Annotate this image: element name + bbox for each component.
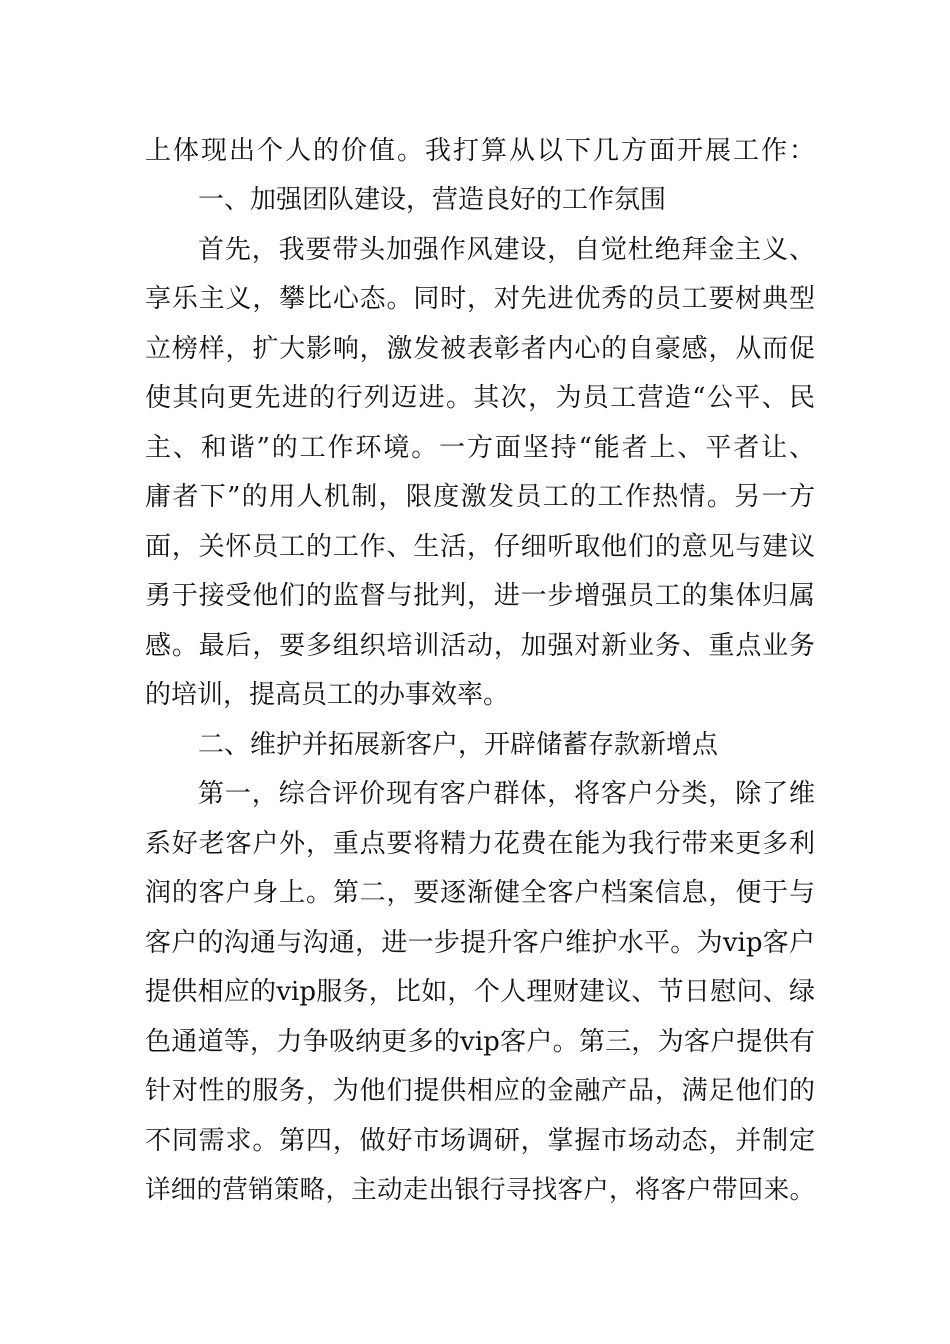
paragraph-line: 勇于接受他们的监督与批判，进一步增强员工的集体归属 [145, 581, 815, 611]
paragraph-line: 面，关怀员工的工作、生活，仔细听取他们的意见与建议 [145, 532, 815, 562]
paragraph-line: 立榜样，扩大影响，激发被表彰者内心的自豪感，从而促 [145, 334, 815, 364]
paragraph-line: 使其向更先进的行列迈进。其次，为员工营造“公平、民 [145, 383, 815, 413]
section-heading-2: 二、维护并拓展新客户，开辟储蓄存款新增点 [198, 730, 719, 760]
paragraph-line: 不同需求。第四，做好市场调研，掌握市场动态，并制定 [145, 1126, 815, 1156]
paragraph-line: 提供相应的vip服务，比如，个人理财建议、节日慰问、绿 [145, 977, 815, 1007]
paragraph-line: 色通道等，力争吸纳更多的vip客户。第三，为客户提供有 [145, 1027, 815, 1057]
body-text-line: 上体现出个人的价值。我打算从以下几方面开展工作： [145, 136, 815, 166]
paragraph-line: 感。最后，要多组织培训活动，加强对新业务、重点业务 [145, 631, 815, 661]
paragraph-line: 庸者下”的用人机制，限度激发员工的工作热情。另一方 [145, 482, 815, 512]
section-heading-1: 一、加强团队建设，营造良好的工作氛围 [198, 185, 667, 215]
paragraph-line: 享乐主义，攀比心态。同时，对先进优秀的员工要树典型 [145, 284, 815, 314]
paragraph-line: 润的客户身上。第二，要逐渐健全客户档案信息，便于与 [145, 878, 815, 908]
paragraph-line: 第一，综合评价现有客户群体，将客户分类，除了维 [198, 779, 815, 809]
paragraph-line: 详细的营销策略，主动走出银行寻找客户，将客户带回来。 [145, 1175, 815, 1205]
paragraph-line: 的培训，提高员工的办事效率。 [145, 680, 510, 710]
paragraph-line: 系好老客户外，重点要将精力花费在能为我行带来更多利 [145, 829, 815, 859]
paragraph-line: 首先，我要带头加强作风建设，自觉杜绝拜金主义、 [198, 235, 815, 265]
paragraph-line: 主、和谐”的工作环境。一方面坚持“能者上、平者让、 [145, 433, 815, 463]
paragraph-line: 针对性的服务，为他们提供相应的金融产品，满足他们的 [145, 1076, 815, 1106]
paragraph-line: 客户的沟通与沟通，进一步提升客户维护水平。为vip客户 [145, 928, 815, 958]
